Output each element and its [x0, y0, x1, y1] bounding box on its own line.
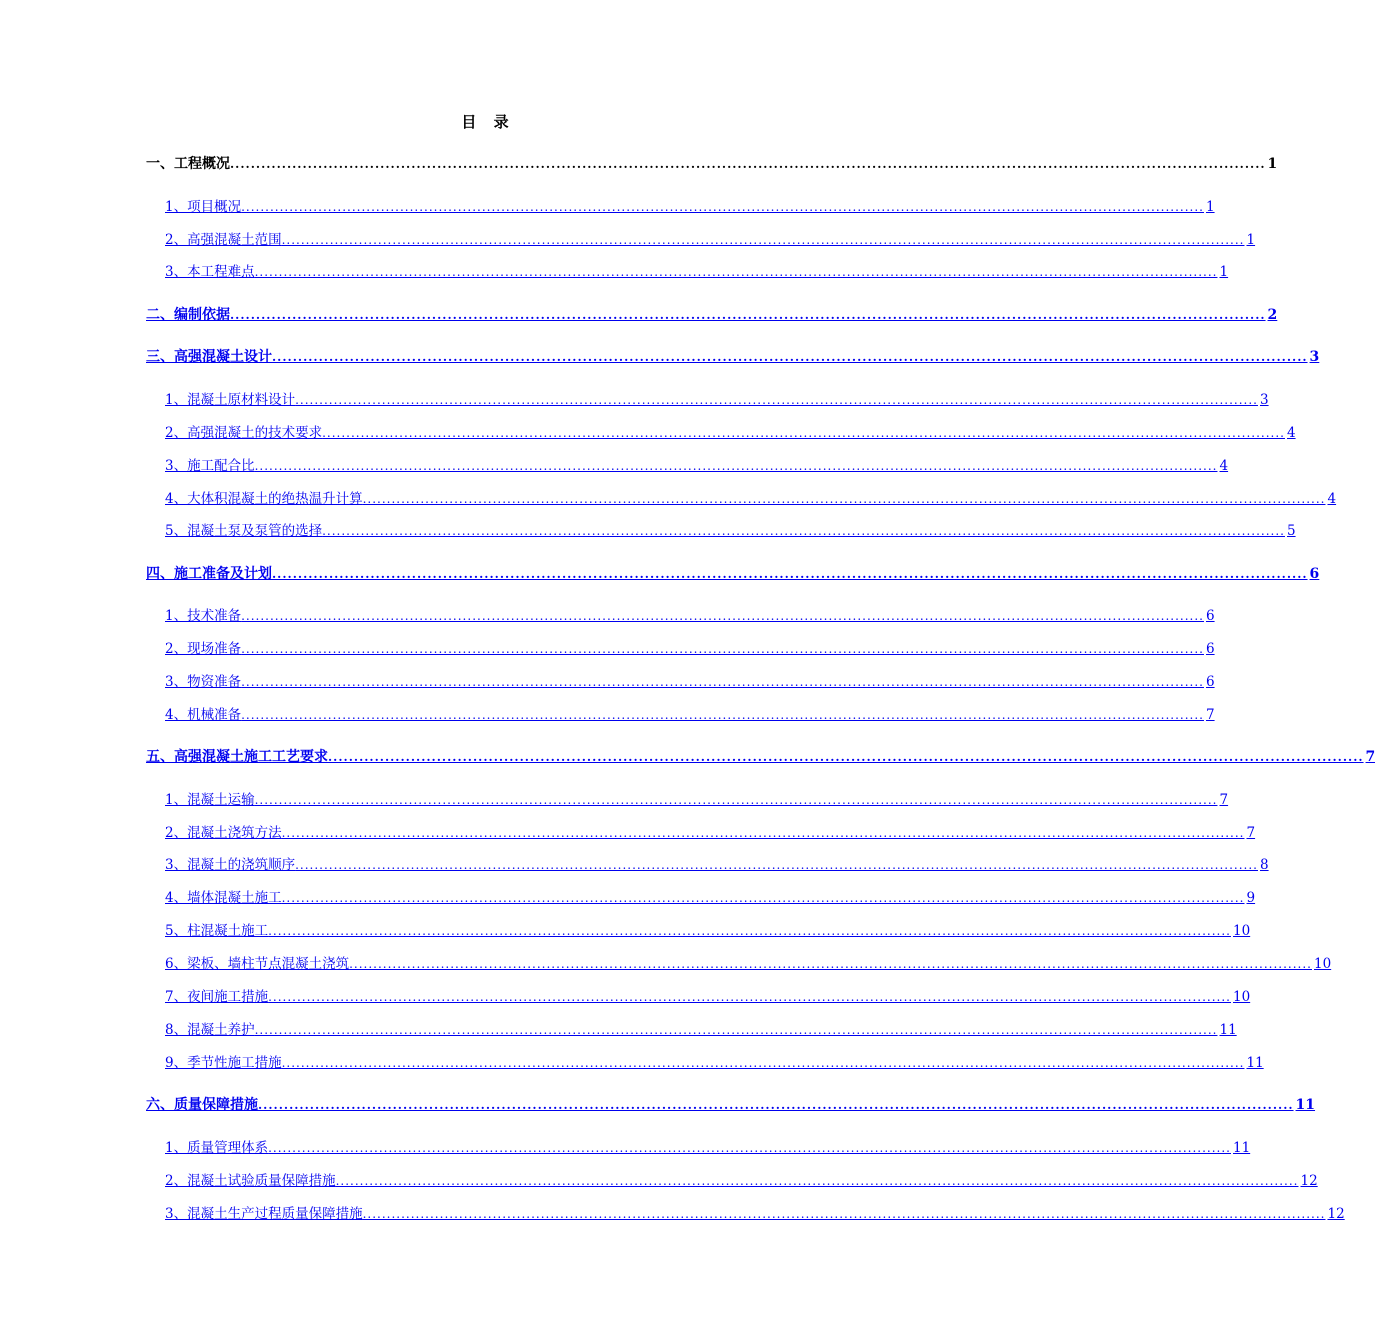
toc-subsection-entry[interactable] [165, 423, 1296, 443]
toc-entry-text: 8、混凝土养护 [165, 1022, 255, 1038]
toc-section-entry[interactable] [146, 347, 1320, 367]
toc-subsection-entry[interactable] [165, 888, 1256, 908]
toc-subsection-entry[interactable] [165, 921, 1251, 941]
toc-entry-text: 6、梁板、墙柱节点混凝土浇筑 [165, 956, 350, 972]
toc-leader-dots: ........................................................................................................................................................................................................ [295, 393, 1258, 407]
toc-leader-dots: ........................................................................................................................................................................................................ [281, 233, 1245, 247]
toc-leader-dots: ........................................................................................................................................................................................................ [254, 1023, 1218, 1037]
toc-page-number: 2 [1267, 307, 1278, 323]
toc-leader-dots: ........................................................................................................................................................................................................ [281, 826, 1245, 840]
toc-subsection-entry[interactable] [165, 390, 1269, 410]
toc-subsection-entry[interactable] [165, 855, 1269, 875]
toc-entry-text: 三、高强混凝土设计 [146, 349, 272, 365]
toc-entry-text: 4、机械准备 [165, 707, 242, 723]
toc-subsection-entry[interactable] [165, 705, 1215, 725]
toc-leader-dots: ........................................................................................................................................................................................................ [272, 350, 1308, 364]
toc-leader-dots: ........................................................................................................................................................................................................ [281, 1056, 1245, 1070]
toc-entry-text: 7、夜间施工措施 [165, 989, 269, 1005]
toc-title: 目 录 [461, 113, 515, 131]
toc-subsection-entry[interactable] [165, 954, 1332, 974]
toc-page-number: 1 [1267, 156, 1278, 172]
toc-subsection-entry[interactable] [165, 197, 1215, 217]
toc-entry-text: 9、季节性施工措施 [165, 1055, 282, 1071]
toc-leader-dots: ........................................................................................................................................................................................................ [362, 492, 1326, 506]
toc-entry-text: 3、混凝土的浇筑顺序 [165, 857, 296, 873]
toc-entry-text: 1、质量管理体系 [165, 1140, 269, 1156]
toc-entry-text: 2、高强混凝土的技术要求 [165, 425, 323, 441]
toc-leader-dots: ........................................................................................................................................................................................................ [328, 750, 1364, 764]
toc-entry-text: 五、高强混凝土施工工艺要求 [146, 749, 328, 765]
toc-leader-dots: ........................................................................................................................................................................................................ [254, 459, 1218, 473]
toc-leader-dots: ........................................................................................................................................................................................................ [254, 265, 1218, 279]
toc-page-number: 4 [1286, 425, 1296, 441]
toc-leader-dots: ........................................................................................................................................................................................................ [335, 1174, 1299, 1188]
toc-leader-dots: ........................................................................................................................................................................................................ [241, 200, 1204, 214]
toc-leader-dots: ........................................................................................................................................................................................................ [230, 308, 1266, 322]
toc-page-number: 8 [1259, 857, 1269, 873]
toc-subsection-entry[interactable] [165, 639, 1215, 659]
toc-page-number: 12 [1327, 1206, 1345, 1222]
toc-page-number: 5 [1286, 523, 1296, 539]
toc-section-entry[interactable] [146, 305, 1278, 325]
toc-leader-dots: ........................................................................................................................................................................................................ [322, 426, 1285, 440]
toc-entry-text: 六、质量保障措施 [146, 1097, 258, 1113]
toc-leader-dots: ........................................................................................................................................................................................................ [281, 891, 1245, 905]
toc-page-number: 6 [1205, 608, 1215, 624]
toc-page-number: 3 [1309, 349, 1320, 365]
toc-leader-dots: ........................................................................................................................................................................................................ [272, 567, 1308, 581]
toc-leader-dots: ........................................................................................................................................................................................................ [295, 858, 1258, 872]
toc-page-number: 11 [1232, 1140, 1251, 1156]
toc-leader-dots: ........................................................................................................................................................................................................ [241, 642, 1204, 656]
toc-subsection-entry[interactable] [165, 456, 1229, 476]
toc-page-number: 3 [1259, 392, 1269, 408]
toc-entry-text: 2、现场准备 [165, 641, 242, 657]
toc-page-number: 4 [1219, 458, 1229, 474]
toc-section-entry[interactable] [146, 1095, 1316, 1115]
toc-section-entry[interactable] [146, 564, 1320, 584]
toc-leader-dots: ........................................................................................................................................................................................................ [254, 793, 1218, 807]
toc-subsection-entry[interactable] [165, 1138, 1251, 1158]
toc-entry-text: 2、混凝土试验质量保障措施 [165, 1173, 336, 1189]
toc-entry-text: 4、墙体混凝土施工 [165, 890, 282, 906]
toc-entry-text: 1、混凝土运输 [165, 792, 255, 808]
toc-leader-dots: ........................................................................................................................................................................................................ [258, 1098, 1294, 1112]
toc-page-number: 11 [1246, 1055, 1264, 1071]
toc-leader-dots: ........................................................................................................................................................................................................ [362, 1207, 1326, 1221]
toc-entry-text: 1、技术准备 [165, 608, 242, 624]
toc-entry-text: 一、工程概况 [146, 156, 230, 172]
toc-page-number: 1 [1246, 232, 1256, 248]
toc-leader-dots: ........................................................................................................................................................................................................ [241, 708, 1204, 722]
toc-leader-dots: ........................................................................................................................................................................................................ [349, 957, 1312, 971]
toc-page-number: 7 [1365, 749, 1375, 765]
toc-entry-text: 2、高强混凝土范围 [165, 232, 282, 248]
toc-entry-text: 1、项目概况 [165, 199, 242, 215]
toc-leader-dots: ........................................................................................................................................................................................................ [268, 990, 1231, 1004]
toc-subsection-entry[interactable] [165, 672, 1215, 692]
toc-page-number: 6 [1205, 641, 1215, 657]
toc-page-number: 9 [1246, 890, 1256, 906]
toc-page-number: 1 [1219, 264, 1229, 280]
toc-page-number: 10 [1313, 956, 1332, 972]
toc-section-entry [146, 154, 1278, 174]
toc-leader-dots: ........................................................................................................................................................................................................ [322, 524, 1285, 538]
toc-page-number: 6 [1309, 566, 1320, 582]
toc-page-number: 7 [1205, 707, 1215, 723]
toc-entry-text: 5、柱混凝土施工 [165, 923, 269, 939]
toc-entry-text: 3、施工配合比 [165, 458, 255, 474]
toc-subsection-entry[interactable] [165, 823, 1256, 843]
toc-subsection-entry[interactable] [165, 230, 1256, 250]
toc-leader-dots: ........................................................................................................................................................................................................ [268, 924, 1231, 938]
toc-leader-dots: ........................................................................................................................................................................................................ [241, 675, 1204, 689]
toc-entry-text: 5、混凝土泵及泵管的选择 [165, 523, 323, 539]
toc-page-number: 12 [1300, 1173, 1318, 1189]
toc-subsection-entry[interactable] [165, 1020, 1237, 1040]
toc-subsection-entry[interactable] [165, 987, 1251, 1007]
toc-page-number: 4 [1327, 491, 1337, 507]
toc-page-number: 6 [1205, 674, 1215, 690]
toc-subsection-entry[interactable] [165, 489, 1337, 509]
toc-entry-text: 1、混凝土原材料设计 [165, 392, 296, 408]
toc-subsection-entry[interactable] [165, 606, 1215, 626]
toc-subsection-entry[interactable] [165, 1171, 1318, 1191]
toc-entry-text: 3、本工程难点 [165, 264, 255, 280]
toc-entry-text: 四、施工准备及计划 [146, 566, 272, 582]
toc-entry-text: 4、大体积混凝土的绝热温升计算 [165, 491, 363, 507]
toc-page-number: 7 [1246, 825, 1256, 841]
toc-page-number: 11 [1295, 1097, 1316, 1113]
toc-leader-dots: ........................................................................................................................................................................................................ [268, 1141, 1231, 1155]
toc-subsection-entry[interactable] [165, 1053, 1264, 1073]
toc-leader-dots: ........................................................................................................................................................................................................ [230, 157, 1266, 171]
toc-subsection-entry[interactable] [165, 1204, 1345, 1224]
toc-page-number: 7 [1219, 792, 1229, 808]
toc-subsection-entry[interactable] [165, 790, 1229, 810]
toc-subsection-entry[interactable] [165, 262, 1229, 282]
toc-section-entry[interactable] [146, 747, 1375, 767]
toc-entry-text: 2、混凝土浇筑方法 [165, 825, 282, 841]
toc-leader-dots: ........................................................................................................................................................................................................ [241, 609, 1204, 623]
toc-entry-text: 3、混凝土生产过程质量保障措施 [165, 1206, 363, 1222]
toc-page-number: 11 [1219, 1022, 1237, 1038]
toc-page-number: 1 [1205, 199, 1215, 215]
toc-subsection-entry[interactable] [165, 521, 1296, 541]
toc-entry-text: 二、编制依据 [146, 307, 230, 323]
toc-page-number: 10 [1232, 989, 1251, 1005]
toc-page-number: 10 [1232, 923, 1251, 939]
toc-entry-text: 3、物资准备 [165, 674, 242, 690]
